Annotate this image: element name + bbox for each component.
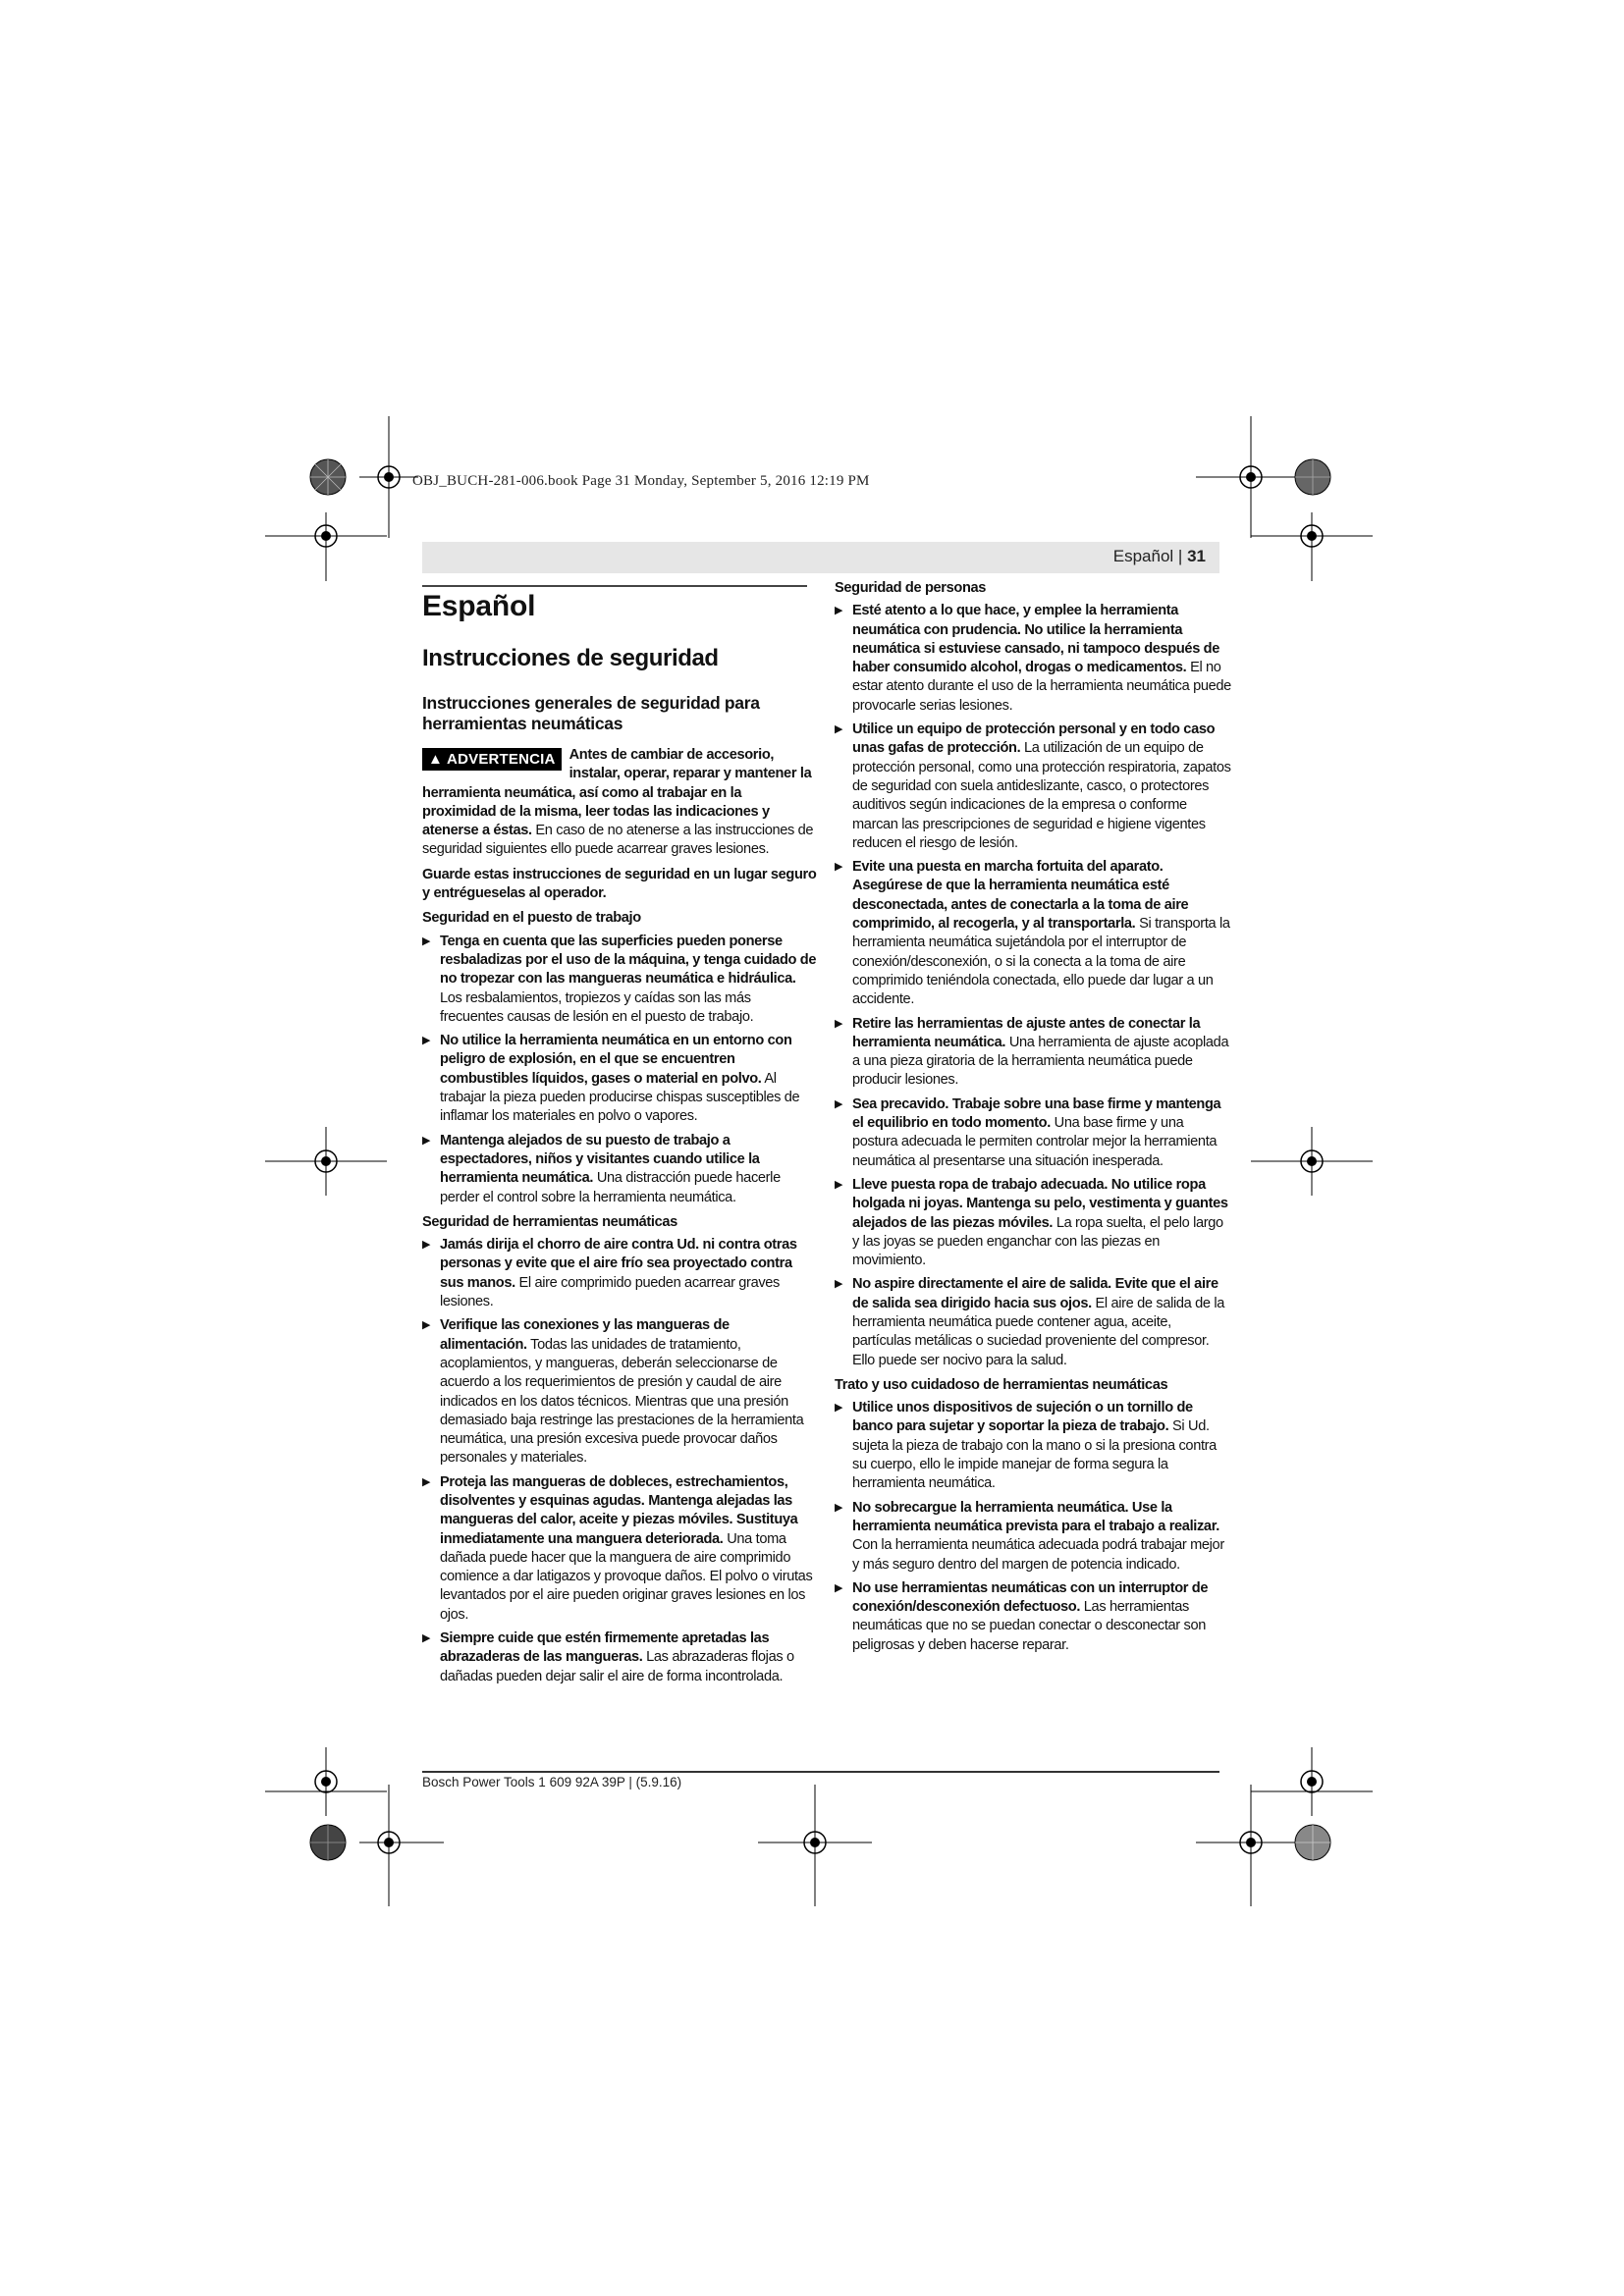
triangle-right-icon: ▶ xyxy=(835,1402,843,1415)
item-text: Con la herramienta neumática adecuada podrá trabajar mejor y más seguro dentro del margen de potencia indicado. xyxy=(852,1537,1224,1573)
item-bold: No use herramientas neumáticas con un interruptor de conexión/desconexión defectuoso. xyxy=(852,1579,1209,1616)
registration-mark-icon xyxy=(758,1785,872,1906)
list-item xyxy=(422,1236,817,1311)
triangle-right-icon: ▶ xyxy=(422,934,431,947)
item-bold: Retire las herramientas de ajuste antes de conectar la herramienta neumática. xyxy=(852,1015,1201,1050)
item-bold: Mantenga alejados de su puesto de trabajo a espectadores, niños y visitantes cuando utilice la herramienta neumática. xyxy=(440,1132,760,1187)
list-item xyxy=(835,1095,1231,1171)
item-bold: No aspire directamente el aire de salida. Evite que el aire de salida sea dirigido hacia sus ojos. xyxy=(852,1276,1218,1311)
printer-slug: OBJ_BUCH-281-006.book Page 31 Monday, September 5, 2016 12:19 PM xyxy=(412,473,870,489)
registration-mark-icon xyxy=(359,1785,444,1906)
list-item xyxy=(835,858,1231,1009)
header-text xyxy=(1113,547,1206,566)
list-item xyxy=(835,1275,1231,1369)
item-text: La utilización de un equipo de protección personal, como una protección respiratoria, zapatos de seguridad con suela antideslizante, casco, o protectores auditivos según indicaciones de la empresa o conforme marcan las prescripciones de seguridad e higiene vigentes reducen el riesgo de lesión. xyxy=(852,740,1231,851)
item-text: Una herramienta de ajuste acoplada a una pieza giratoria de la herramienta neumática puede producir lesiones. xyxy=(852,1034,1229,1089)
list-item xyxy=(422,1473,817,1625)
triangle-right-icon: ▶ xyxy=(422,1632,431,1645)
list-item xyxy=(835,1015,1231,1091)
list-item xyxy=(422,1032,817,1126)
item-bold: Proteja las mangueras de dobleces, estrechamientos, disolventes y esquinas agudas. Mantenga alejadas las mangueras del calor, aceite y piezas móviles. Sustituya inmediatamente una manguera deteriorada. xyxy=(440,1473,798,1547)
registration-mark-icon xyxy=(1251,512,1373,581)
color-target-icon xyxy=(1294,458,1331,496)
item-text: Las abrazaderas flojas o dañadas pueden dejar salir el aire de forma incontrolada. xyxy=(440,1649,794,1684)
item-text: La ropa suelta, el pelo largo y las joyas se pueden enganchar con las piezas en movimiento. xyxy=(852,1214,1223,1269)
footer-text: Bosch Power Tools 1 609 92A 39P | (5.9.16) xyxy=(422,1775,682,1789)
workplace-list xyxy=(422,933,817,1207)
item-bold: Siempre cuide que estén firmemente apretadas las abrazaderas de las mangueras. xyxy=(440,1630,770,1666)
triangle-right-icon: ▶ xyxy=(422,1319,431,1332)
page-title: Español xyxy=(422,590,536,622)
keep-instructions xyxy=(422,866,817,904)
warning-triangle-icon: ▲ xyxy=(428,751,444,768)
item-bold: Utilice un equipo de protección personal y en todo caso unas gafas de protección. xyxy=(852,721,1216,757)
title-rule xyxy=(422,585,807,587)
item-text: Los resbalamientos, tropiezos y caídas son las más frecuentes causas de lesión en el puesto de trabajo. xyxy=(440,989,754,1025)
item-text: El no estar atento durante el uso de la herramienta neumática puede provocarle serias lesiones. xyxy=(852,660,1231,714)
right-column xyxy=(835,579,1231,1660)
item-bold: Utilice unos dispositivos de sujeción o un tornillo de banco para sujetar y soportar la pieza de trabajo. xyxy=(852,1400,1193,1435)
item-bold: Jamás dirija el chorro de aire contra Ud. ni contra otras personas y evite que el aire frío sea proyectado contra sus manos. xyxy=(440,1237,797,1291)
item-text: Al trabajar la pieza pueden producirse chispas susceptibles de inflamar los materiales en polvo o vapores. xyxy=(440,1070,800,1125)
color-target-icon xyxy=(1294,1824,1331,1861)
header-separator: | xyxy=(1177,547,1183,565)
triangle-right-icon: ▶ xyxy=(835,1581,843,1594)
list-item xyxy=(835,1579,1231,1655)
persons-heading: Seguridad de personas xyxy=(835,580,987,596)
list-item xyxy=(835,1499,1231,1575)
handling-heading: Trato y uso cuidadoso de herramientas neumáticas xyxy=(835,1376,1168,1393)
list-item xyxy=(835,721,1231,853)
registration-mark-icon xyxy=(1251,1127,1373,1196)
triangle-right-icon: ▶ xyxy=(835,1501,843,1514)
page-number: 31 xyxy=(1187,547,1206,565)
triangle-right-icon: ▶ xyxy=(422,1134,431,1147)
general-heading: Instrucciones generales de seguridad para herramientas neumáticas xyxy=(422,693,760,733)
item-bold: Evite una puesta en marcha fortuita del aparato. Asegúrese de que la herramienta neumática esté desconectada, antes de conectarla a la toma de aire comprimido, al recogerla, y al transportarla. xyxy=(852,859,1189,933)
list-item xyxy=(835,602,1231,716)
item-text: Si transporta la herramienta neumática sujetándola por el interruptor de conexión/desconexión, o si la conecta a la toma de aire comprimido teniéndola conectada, ello puede dar lugar a un accidente. xyxy=(852,916,1230,1008)
registration-mark-icon xyxy=(1196,1785,1306,1906)
triangle-right-icon: ▶ xyxy=(835,605,843,617)
warning-label: ADVERTENCIA xyxy=(447,751,556,768)
keep-instructions-text: Guarde estas instrucciones de seguridad en un lugar seguro y entrégueselas al operador. xyxy=(422,866,817,902)
item-text: Las herramientas neumáticas que no se puedan conectar o desconectar son peligrosas y deben hacerse reparar. xyxy=(852,1599,1206,1653)
item-bold: No utilice la herramienta neumática en un entorno con peligro de explosión, en el que se encuentren combustibles líquidos, gases o material en polvo. xyxy=(440,1033,792,1087)
item-bold: Verifique las conexiones y las mangueras de alimentación. xyxy=(440,1317,730,1353)
item-text: El aire comprimido pueden acarrear graves lesiones. xyxy=(440,1274,780,1310)
warning-bold: Antes de cambiar de accesorio, instalar, operar, reparar y mantener la herramienta neumática, así como al trabajar en la proximidad de la misma, leer todas las indicaciones y atenerse a éstas. xyxy=(422,747,812,839)
left-column xyxy=(422,579,817,1691)
triangle-right-icon: ▶ xyxy=(422,1239,431,1252)
list-item xyxy=(422,933,817,1027)
item-text: Una toma dañada puede hacer que la manguera de aire comprimido comience a dar latigazos y provoque daños. El polvo o virutas levantados por el aire pueden originar graves lesiones en los ojos. xyxy=(440,1530,813,1623)
item-text: Todas las unidades de tratamiento, acoplamientos, y mangueras, deberán seleccionarse de acuerdo a los requerimientos de presión y caudal de aire indicados en los datos técnicos. Mientras que una presión demasiado baja restringe las prestaciones de la herramienta neumática, una presión excesiva puede provocar daños personales y materiales. xyxy=(440,1336,804,1467)
triangle-right-icon: ▶ xyxy=(422,1475,431,1488)
triangle-right-icon: ▶ xyxy=(835,1017,843,1030)
section-title: Instrucciones de seguridad xyxy=(422,645,719,671)
warning-badge xyxy=(422,748,562,771)
triangle-right-icon: ▶ xyxy=(835,861,843,874)
list-item xyxy=(422,1132,817,1207)
tools-heading: Seguridad de herramientas neumáticas xyxy=(422,1213,677,1230)
triangle-right-icon: ▶ xyxy=(835,1178,843,1191)
item-text: Si Ud. sujeta la pieza de trabajo con la mano o si la presiona contra su cuerpo, ello le impide manejar de forma segura la herramienta neumática. xyxy=(852,1418,1217,1492)
color-target-icon xyxy=(309,1824,347,1861)
handling-list xyxy=(835,1399,1231,1655)
item-bold: Sea precavido. Trabaje sobre una base firme y mantenga el equilibrio en todo momento. xyxy=(852,1095,1221,1132)
footer-rule xyxy=(422,1771,1219,1773)
list-item xyxy=(422,1316,817,1468)
item-bold: Tenga en cuenta que las superficies pueden ponerse resbaladizas por el uso de la máquina, y tenga cuidado de no tropezar con las mangueras neumática e hidráulica. xyxy=(440,933,817,988)
triangle-right-icon: ▶ xyxy=(835,1097,843,1110)
running-header xyxy=(422,542,1219,573)
color-target-icon xyxy=(309,458,347,496)
warning-text: En caso de no atenerse a las instrucciones de seguridad siguientes ello puede acarrear graves lesiones. xyxy=(422,823,814,858)
header-section: Español xyxy=(1112,547,1174,565)
list-item xyxy=(835,1176,1231,1270)
triangle-right-icon: ▶ xyxy=(835,1278,843,1291)
tools-list xyxy=(422,1236,817,1686)
persons-list xyxy=(835,602,1231,1370)
item-bold: Lleve puesta ropa de trabajo adecuada. No utilice ropa holgada ni joyas. Mantenga su pelo, vestimenta y guantes alejados de las piezas móviles. xyxy=(852,1176,1228,1231)
workplace-heading: Seguridad en el puesto de trabajo xyxy=(422,910,641,927)
registration-mark-icon xyxy=(265,1127,387,1196)
registration-mark-icon xyxy=(265,512,387,581)
warning-paragraph xyxy=(422,746,817,860)
list-item xyxy=(422,1629,817,1686)
triangle-right-icon: ▶ xyxy=(835,723,843,736)
item-bold: Esté atento a lo que hace, y emplee la herramienta neumática con prudencia. No utilice la herramienta neumática si estuviese cansado, ni tampoco después de haber consumido alcohol, drogas o medicamentos. xyxy=(852,603,1219,676)
list-item xyxy=(835,1399,1231,1493)
item-text: Una base firme y una postura adecuada le permiten controlar mejor la herramienta neumática al presentarse una situación inesperada. xyxy=(852,1115,1218,1169)
item-bold: No sobrecargue la herramienta neumática. Use la herramienta neumática prevista para el trabajo a realizar. xyxy=(852,1499,1219,1534)
item-text: Una distracción puede hacerle perder el control sobre la herramienta neumática. xyxy=(440,1170,781,1205)
item-text: El aire de salida de la herramienta neumática puede contener agua, aceite, partículas metálicas o suciedad proveniente del compresor. Ello puede ser nocivo para la salud. xyxy=(852,1295,1225,1368)
triangle-right-icon: ▶ xyxy=(422,1035,431,1047)
